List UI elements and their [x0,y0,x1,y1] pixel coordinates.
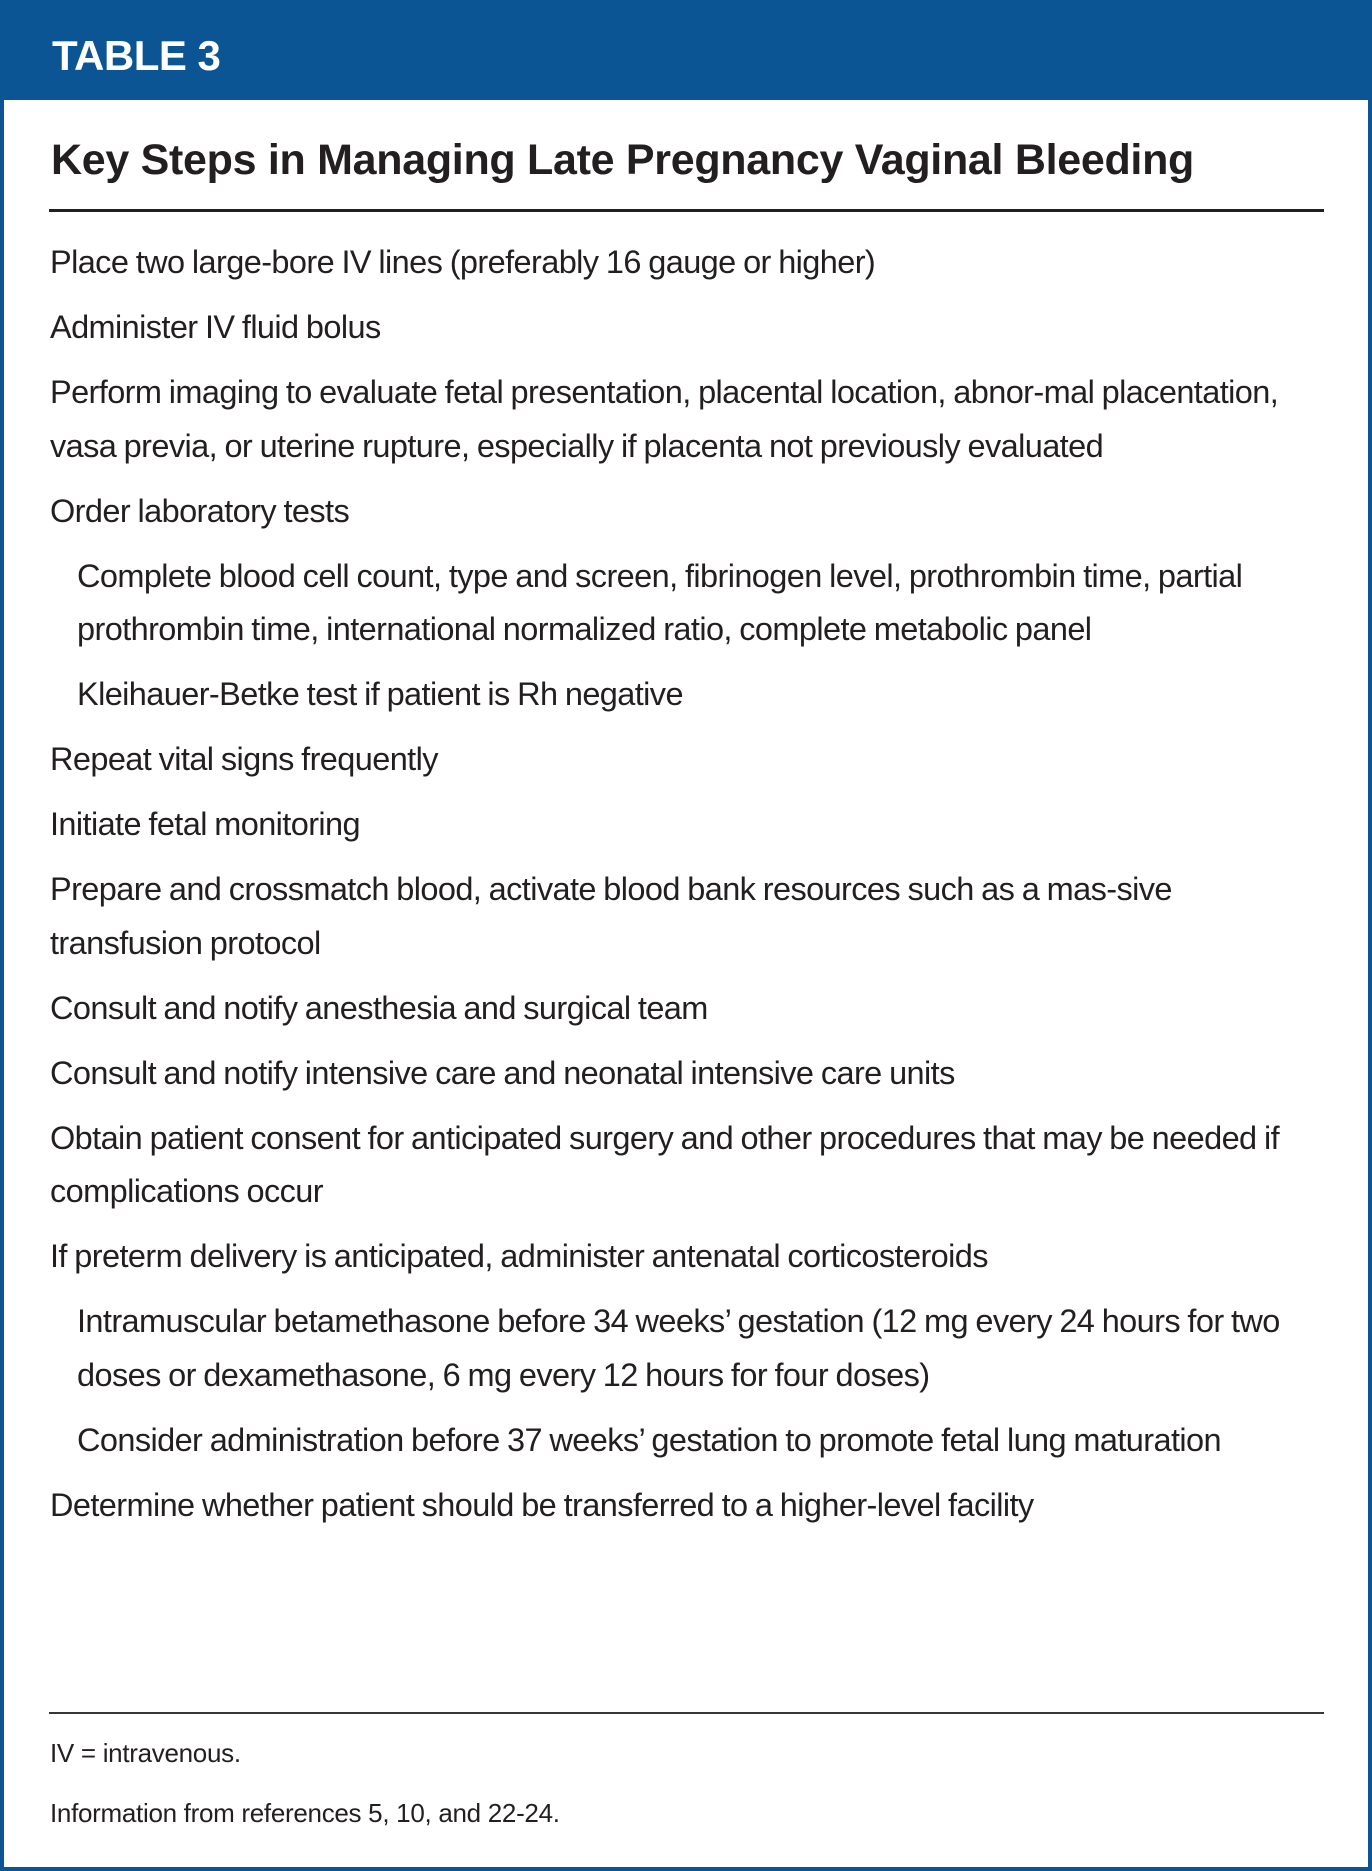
step-text: Initiate fetal monitoring [50,806,360,842]
step-item [50,1479,1330,1533]
step-text: If preterm delivery is anticipated, administer antenatal corticosteroids [50,1238,988,1274]
step-item [50,1047,1330,1101]
substep-item [50,550,1330,657]
step-item [50,798,1330,852]
table-header-band [0,0,1372,100]
step-item [50,366,1330,473]
step-text: Place two large-bore IV lines (preferably 16 gauge or higher) [50,244,876,280]
step-text: Prepare and crossmatch blood, activate blood bank resources such as a mas-sive transfusion protocol [50,871,1172,961]
substep-item [50,1295,1330,1402]
table-label: TABLE 3 [52,32,221,79]
substep-text: Kleihauer-Betke test if patient is Rh negative [77,676,683,712]
step-text: Determine whether patient should be transferred to a higher-level facility [50,1486,1034,1523]
footnote-divider [49,1712,1324,1714]
step-item [50,863,1330,970]
table-title: Key Steps in Managing Late Pregnancy Vaginal Bleeding [51,136,1195,184]
substep-item [50,668,1330,722]
substep-text: Intramuscular betamethasone before 34 weeks’ gestation (12 mg every 24 hours for two doses or dexamethasone, 6 mg every 12 hours for four doses) [77,1303,1280,1393]
step-item [50,982,1330,1036]
step-text: Consult and notify intensive care and neonatal intensive care units [50,1054,955,1091]
title-divider [49,209,1324,212]
source-note: Information from references 5, 10, and 22-24. [50,1798,560,1828]
step-item [50,1230,1330,1284]
step-text: Administer IV fluid bolus [50,309,381,345]
substep-item [50,1414,1330,1468]
step-item [50,733,1330,787]
abbreviation-note: IV = intravenous. [50,1738,241,1768]
step-text: Consult and notify anesthesia and surgical team [50,989,708,1026]
footnotes [50,1733,1330,1853]
step-text: Perform imaging to evaluate fetal presentation, placental location, abnor-mal placentation, vasa previa, or uterine rupture, especially if placenta not previously evaluated [50,374,1279,464]
substep-text: Complete blood cell count, type and screen, fibrinogen level, prothrombin time, partial prothrombin time, international normalized ratio, complete metabolic panel [77,557,1243,647]
step-item [50,301,1330,355]
step-item [50,485,1330,539]
substep-text: Consider administration before 37 weeks’ gestation to promote fetal lung maturation [77,1421,1221,1458]
step-item [50,1112,1330,1219]
step-item [50,236,1330,290]
step-text: Order laboratory tests [50,492,350,529]
step-text: Obtain patient consent for anticipated surgery and other procedures that may be needed if complications occur [50,1119,1279,1209]
steps-list [50,236,1330,1544]
step-text: Repeat vital signs frequently [50,741,438,777]
